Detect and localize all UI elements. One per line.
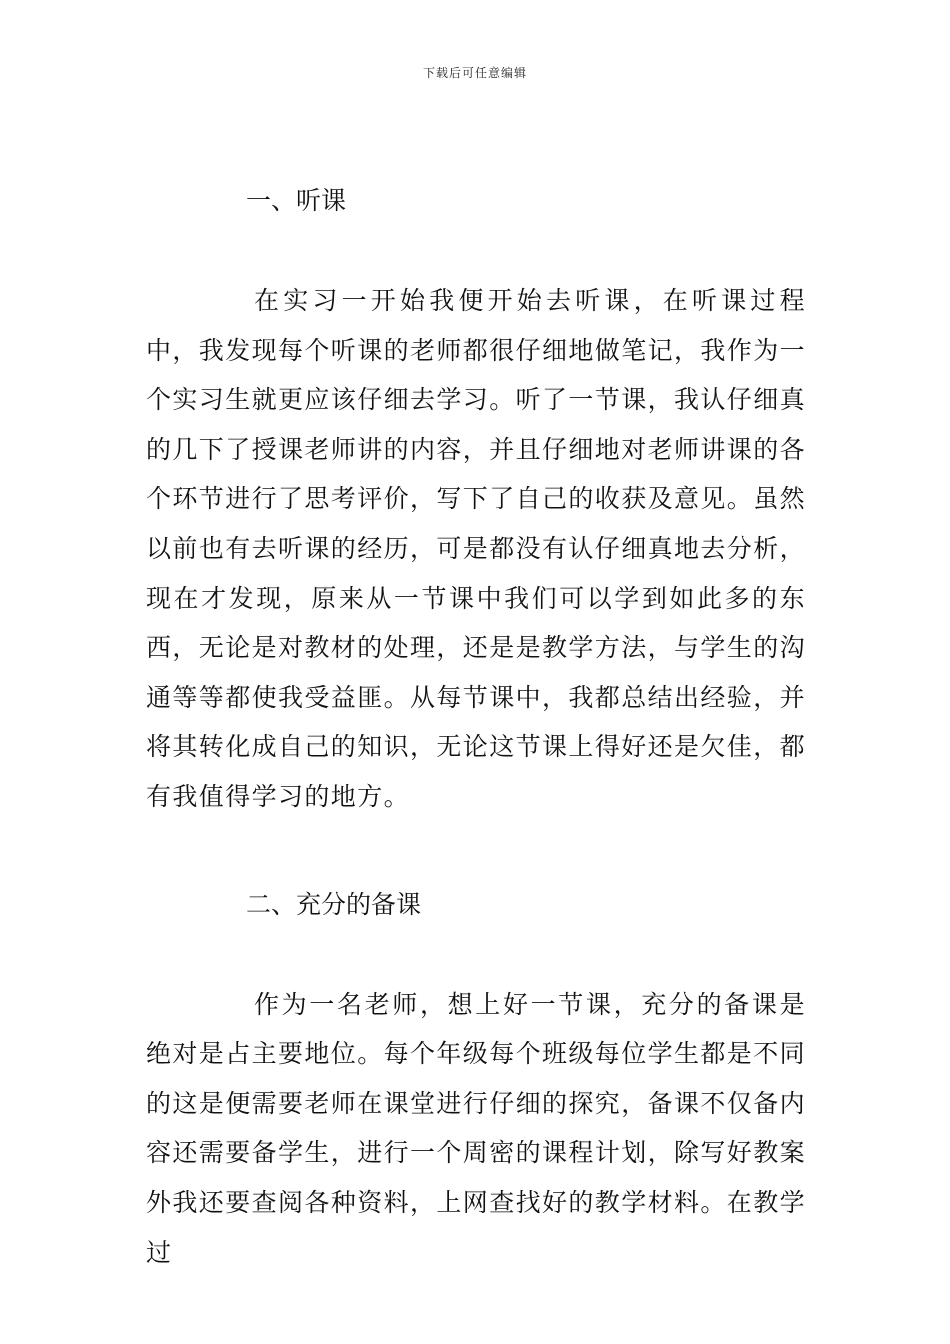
document-body — [146, 178, 806, 1277]
section-heading-listening: 一、听课 — [246, 186, 347, 215]
paragraph-preparation: 作为一名老师，想上好一节课，充分的备课是绝对是占主要地位。每个年级每个班级每位学生都是不同的这是便需要老师在课堂进行仔细的探究，备课不仅备内容还需要备学生，进行一个周密的课程计划，除写好教案外我还要查阅各种资料，上网查找好的教学材料。在教学过 — [146, 989, 807, 1267]
section-heading-preparation: 二、充分的备课 — [246, 889, 422, 919]
paragraph-listening: 在实习一开始我便开始去听课，在听课过程中，我发现每个听课的老师都很仔细地做笔记，我作为一个实习生就更应该仔细去学习。听了一节课，我认仔细真的几下了授课老师讲的内容，并且仔细地对老师讲课的各个环节进行了思考评价，写下了自己的收获及意见。虽然以前也有去听课的经历，可是都没有认仔细真地去分析，现在才发现，原来从一节课中我们可以学到如此多的东西，无论是对教材的处理，还是是教学方法，与学生的沟通等等都使我受益匪。从每节课中，我都总结出经验，并将其转化成自己的知识，无论这节课上得好还是欠佳，都有我值得学习的地方。 — [146, 286, 807, 811]
header-note: 下载后可任意编辑 — [422, 66, 527, 80]
